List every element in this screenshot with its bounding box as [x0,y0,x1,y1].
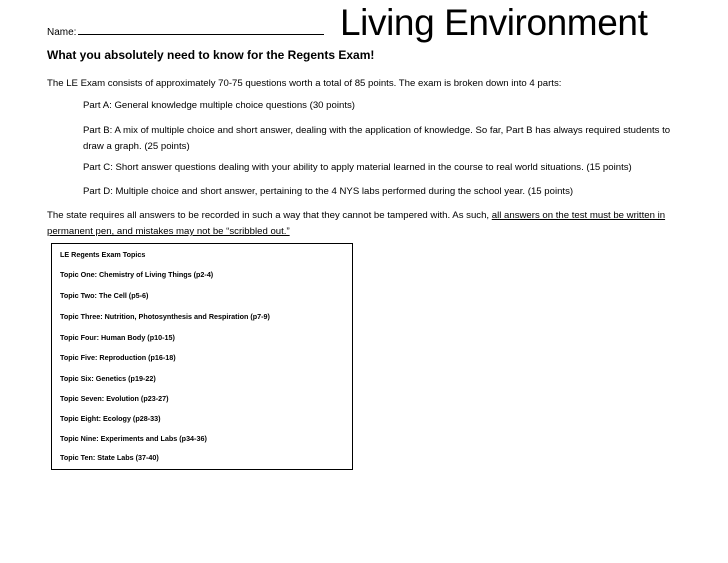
topic-item: Topic Ten: State Labs (37-40) [60,453,159,462]
section-heading: What you absolutely need to know for the Regents Exam! [47,48,375,62]
topic-item: Topic Nine: Experiments and Labs (p34-36) [60,434,207,443]
part-d-paragraph: Part D: Multiple choice and short answer, pertaining to the 4 NYS labs performed during the school year. (15 points) [83,186,574,197]
part-a-paragraph: Part A: General knowledge multiple choice questions (30 points) [83,100,355,111]
topic-item: Topic Six: Genetics (p19-22) [60,374,156,383]
topic-item: Topic Four: Human Body (p10-15) [60,333,175,342]
part-b-paragraph: Part B: A mix of multiple choice and short answer, dealing with the application of knowledge. So far, Part B has always required students to draw a graph. (25 points) [83,125,671,152]
topic-item: Topic Two: The Cell (p5-6) [60,291,149,300]
state-requirements-text: The state requires all answers to be recorded in such a way that they cannot be tampered with. As such, [47,210,492,221]
page-title: Living Environment [340,2,648,43]
name-label: Name: [47,27,77,38]
topic-item: Topic Three: Nutrition, Photosynthesis and Respiration (p7-9) [60,312,270,321]
name-blank-line [78,26,324,35]
topics-box-title: LE Regents Exam Topics [60,250,146,259]
state-requirements-underlined: all answers on the test must be written in permanent pen, and mistakes may not be “scribbled out.” [47,210,666,237]
topics-box [51,243,353,470]
part-c-paragraph: Part C: Short answer questions dealing with your ability to apply material learned in the course to real world situations. (15 points) [83,162,632,173]
topic-item: Topic Seven: Evolution (p23-27) [60,394,169,403]
topic-item: Topic One: Chemistry of Living Things (p2-4) [60,270,214,279]
state-requirements-paragraph [47,208,687,240]
intro-paragraph: The LE Exam consists of approximately 70-75 questions worth a total of 85 points. The exam is broken down into 4 parts: [47,78,562,89]
topic-item: Topic Eight: Ecology (p28-33) [60,414,161,423]
name-field [47,26,324,38]
topic-item: Topic Five: Reproduction (p16-18) [60,353,176,362]
